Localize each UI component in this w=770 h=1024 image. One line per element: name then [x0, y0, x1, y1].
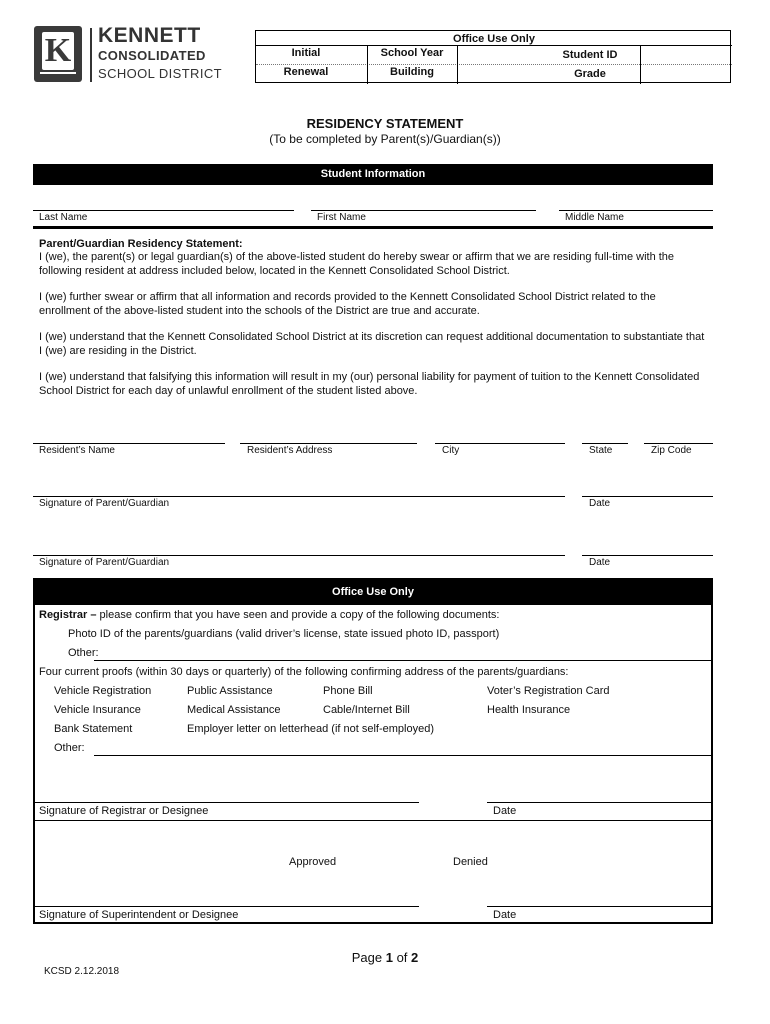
grade-label: Grade [574, 68, 606, 80]
last-name-label: Last Name [39, 212, 88, 223]
page-title: RESIDENCY STATEMENT [306, 116, 464, 131]
doc-bank-statement: Bank Statement [54, 723, 133, 735]
statement-paragraph-4: I (we) understand that falsifying this information will result in my (our) personal liability for payment of tuition to the Kennett Consolidated School District for each day of unlawful enrollment of the student listed above. [39, 371, 700, 397]
doc-cable-bill: Cable/Internet Bill [323, 704, 410, 716]
denied-option[interactable]: Denied [453, 856, 488, 868]
state-field[interactable] [582, 443, 628, 444]
logo-divider [90, 28, 92, 82]
other-field-2[interactable] [94, 755, 711, 756]
other-field-1[interactable] [94, 660, 711, 661]
approved-option[interactable]: Approved [289, 856, 337, 868]
logo-line-3: SCHOOL DISTRICT [98, 66, 222, 81]
parent-signature-2-label: Signature of Parent/Guardian [39, 557, 170, 568]
section-divider [33, 226, 713, 229]
statement-paragraph-2: I (we) further swear or affirm that all information and records provided to the Kennett Consolidated School District related to the enrollment of the above-listed student into the schools of the District are true and accurate. [39, 291, 656, 317]
statement-paragraph-3: I (we) understand that the Kennett Consolidated School District at its discretion can request additional documentation to substantiate that I (we) are residing in the District. [39, 331, 705, 357]
logo-line-2: CONSOLIDATED [98, 48, 206, 63]
doc-voters-registration: Voter’s Registration Card [487, 685, 610, 697]
doc-vehicle-registration: Vehicle Registration [54, 685, 152, 697]
zip-label: Zip Code [651, 445, 692, 456]
doc-health-insurance: Health Insurance [487, 704, 571, 716]
other-label-1: Other: [68, 647, 99, 659]
initial-label: Initial [291, 47, 321, 59]
renewal-label: Renewal [283, 66, 329, 78]
date-1-label: Date [589, 498, 611, 509]
logo-line-1: KENNETT [98, 24, 201, 47]
zip-field[interactable] [644, 443, 713, 444]
registrar-date-label: Date [493, 805, 517, 817]
page-total: 2 [411, 950, 419, 965]
doc-employer-letter: Employer letter on letterhead (if not self-employed) [187, 723, 435, 735]
doc-vehicle-insurance: Vehicle Insurance [54, 704, 141, 716]
resident-name-label: Resident’s Name [39, 445, 115, 456]
parent-signature-1-field[interactable] [33, 496, 565, 497]
form-code: KCSD 2.12.2018 [44, 966, 120, 977]
office-use-table [255, 30, 731, 83]
page-number [0, 950, 770, 965]
city-label: City [442, 445, 460, 456]
registrar-bold: Registrar – [39, 609, 97, 621]
superintendent-signature-field[interactable] [35, 906, 419, 907]
office-use-header-2: Office Use Only [35, 580, 711, 605]
parent-signature-2-field[interactable] [33, 555, 565, 556]
registrar-text: please confirm that you have seen and provide a copy of the following documents: [96, 609, 500, 621]
page-prefix: Page [351, 950, 386, 965]
superintendent-signature-label: Signature of Superintendent or Designee [39, 909, 239, 921]
four-proofs-text: Four current proofs (within 30 days or quarterly) of the following confirming address of the parents/guardians: [39, 666, 569, 678]
date-1-field[interactable] [582, 496, 713, 497]
last-name-field[interactable] [33, 210, 294, 211]
student-info-header: Student Information [33, 164, 713, 185]
office-use-box [33, 578, 713, 924]
office-use-header: Office Use Only [453, 33, 535, 45]
page-current: 1 [385, 950, 393, 965]
student-id-label: Student ID [562, 49, 618, 61]
logo-letter: K [42, 32, 74, 70]
district-logo [34, 26, 82, 82]
book-icon [40, 72, 76, 79]
middle-name-label: Middle Name [565, 212, 624, 223]
page-of: of [392, 950, 412, 965]
resident-address-field[interactable] [240, 443, 417, 444]
doc-medical-assistance: Medical Assistance [187, 704, 281, 716]
registrar-instructions [39, 609, 499, 621]
date-2-label: Date [589, 557, 611, 568]
registrar-date-field[interactable] [487, 802, 711, 803]
school-year-label: School Year [380, 47, 444, 59]
doc-phone-bill: Phone Bill [323, 685, 373, 697]
middle-name-field[interactable] [559, 210, 713, 211]
superintendent-date-field[interactable] [487, 906, 711, 907]
first-name-label: First Name [317, 212, 366, 223]
parent-signature-1-label: Signature of Parent/Guardian [39, 498, 170, 509]
registrar-signature-field[interactable] [35, 802, 419, 803]
registrar-signature-label: Signature of Registrar or Designee [39, 805, 209, 817]
first-name-field[interactable] [311, 210, 536, 211]
other-label-2: Other: [54, 742, 85, 754]
superintendent-date-label: Date [493, 909, 517, 921]
photo-id-item: Photo ID of the parents/guardians (valid driver’s license, state issued photo ID, passport) [68, 628, 500, 640]
date-2-field[interactable] [582, 555, 713, 556]
doc-public-assistance: Public Assistance [187, 685, 273, 697]
resident-address-label: Resident’s Address [247, 445, 333, 456]
state-label: State [589, 445, 613, 456]
page-subtitle: (To be completed by Parent(s)/Guardian(s)) [269, 132, 501, 146]
building-label: Building [390, 66, 434, 78]
city-field[interactable] [435, 443, 565, 444]
statement-heading: Parent/Guardian Residency Statement: [39, 238, 243, 250]
statement-paragraph-1: I (we), the parent(s) or legal guardian(s) of the above-listed student do hereby swear or affirm that we are residing full-time with the following resident at address included below, located in the Kennett Consolidated School District. [39, 251, 675, 277]
resident-name-field[interactable] [33, 443, 225, 444]
